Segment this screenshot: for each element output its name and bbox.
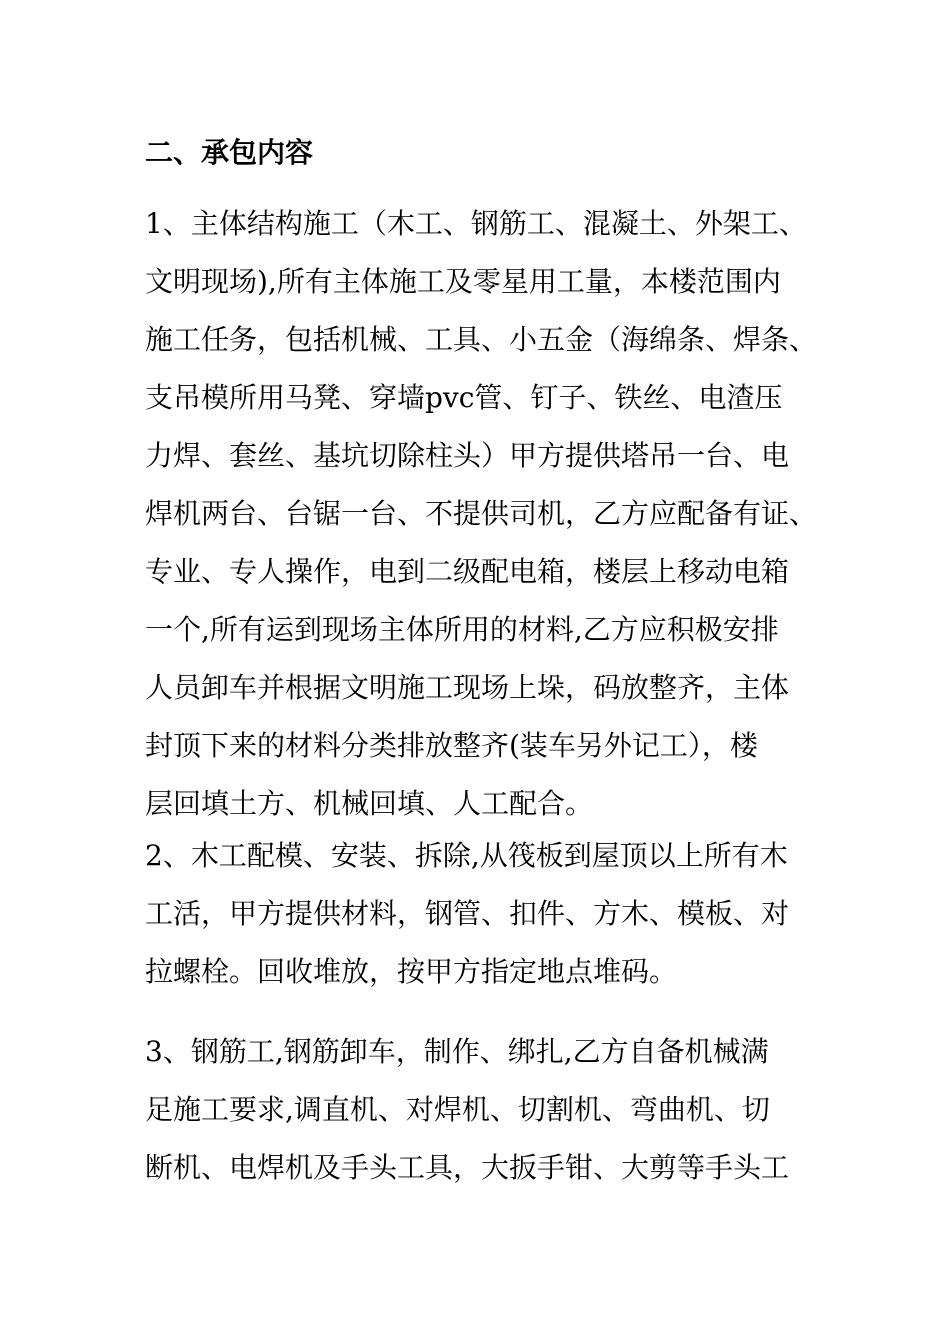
paragraph-line: 3、钢筋工,钢筋卸车，制作、绑扎,乙方自备机械满 [145,1035,769,1068]
section-heading: 二、承包内容 [145,136,314,169]
paragraph-line: 工活，甲方提供材料，钢管、扣件、方木、模板、对 [145,897,790,930]
paragraph-line: 专业、专人操作，电到二级配电箱，楼层上移动电箱 [145,555,790,588]
paragraph-line: 封顶下来的材料分类排放整齐(装车另外记工），楼 [145,729,758,762]
paragraph-line: 一个,所有运到现场主体所用的材料,乙方应积极安排 [145,613,779,646]
paragraph-1 [145,195,835,833]
paragraph-line: 层回填土方、机械回填、人工配合。 [145,787,594,820]
paragraph-line: 力焊、套丝、基坑切除柱头）甲方提供塔吊一台、电 [145,439,790,472]
paragraph-line: 1、主体结构施工（木工、钢筋工、混凝土、外架工、 [145,207,807,240]
paragraph-line: 人员卸车并根据文明施工现场上垛，码放整齐，主体 [145,671,790,704]
paragraph-line: 焊机两台、台锯一台、不提供司机，乙方应配备有证、 [145,497,818,530]
paragraph-line: 2、木工配模、安装、拆除,从筏板到屋顶以上所有木 [145,839,788,872]
paragraph-2 [145,827,835,1001]
paragraph-line: 足施工要求,调直机、对焊机、切割机、弯曲机、切 [145,1093,770,1126]
paragraph-3 [145,1023,835,1197]
paragraph-line: 断机、电焊机及手头工具，大扳手钳、大剪等手头工 [145,1151,790,1184]
paragraph-line: 文明现场),所有主体施工及零星用工量，本楼范围内 [145,265,781,298]
paragraph-line: 支吊模所用马凳、穿墙pvc管、钉子、铁丝、电渣压 [145,381,783,414]
paragraph-line: 施工任务，包括机械、工具、小五金（海绵条、焊条、 [145,323,818,356]
paragraph-line: 拉螺栓。回收堆放，按甲方指定地点堆码。 [145,955,678,988]
